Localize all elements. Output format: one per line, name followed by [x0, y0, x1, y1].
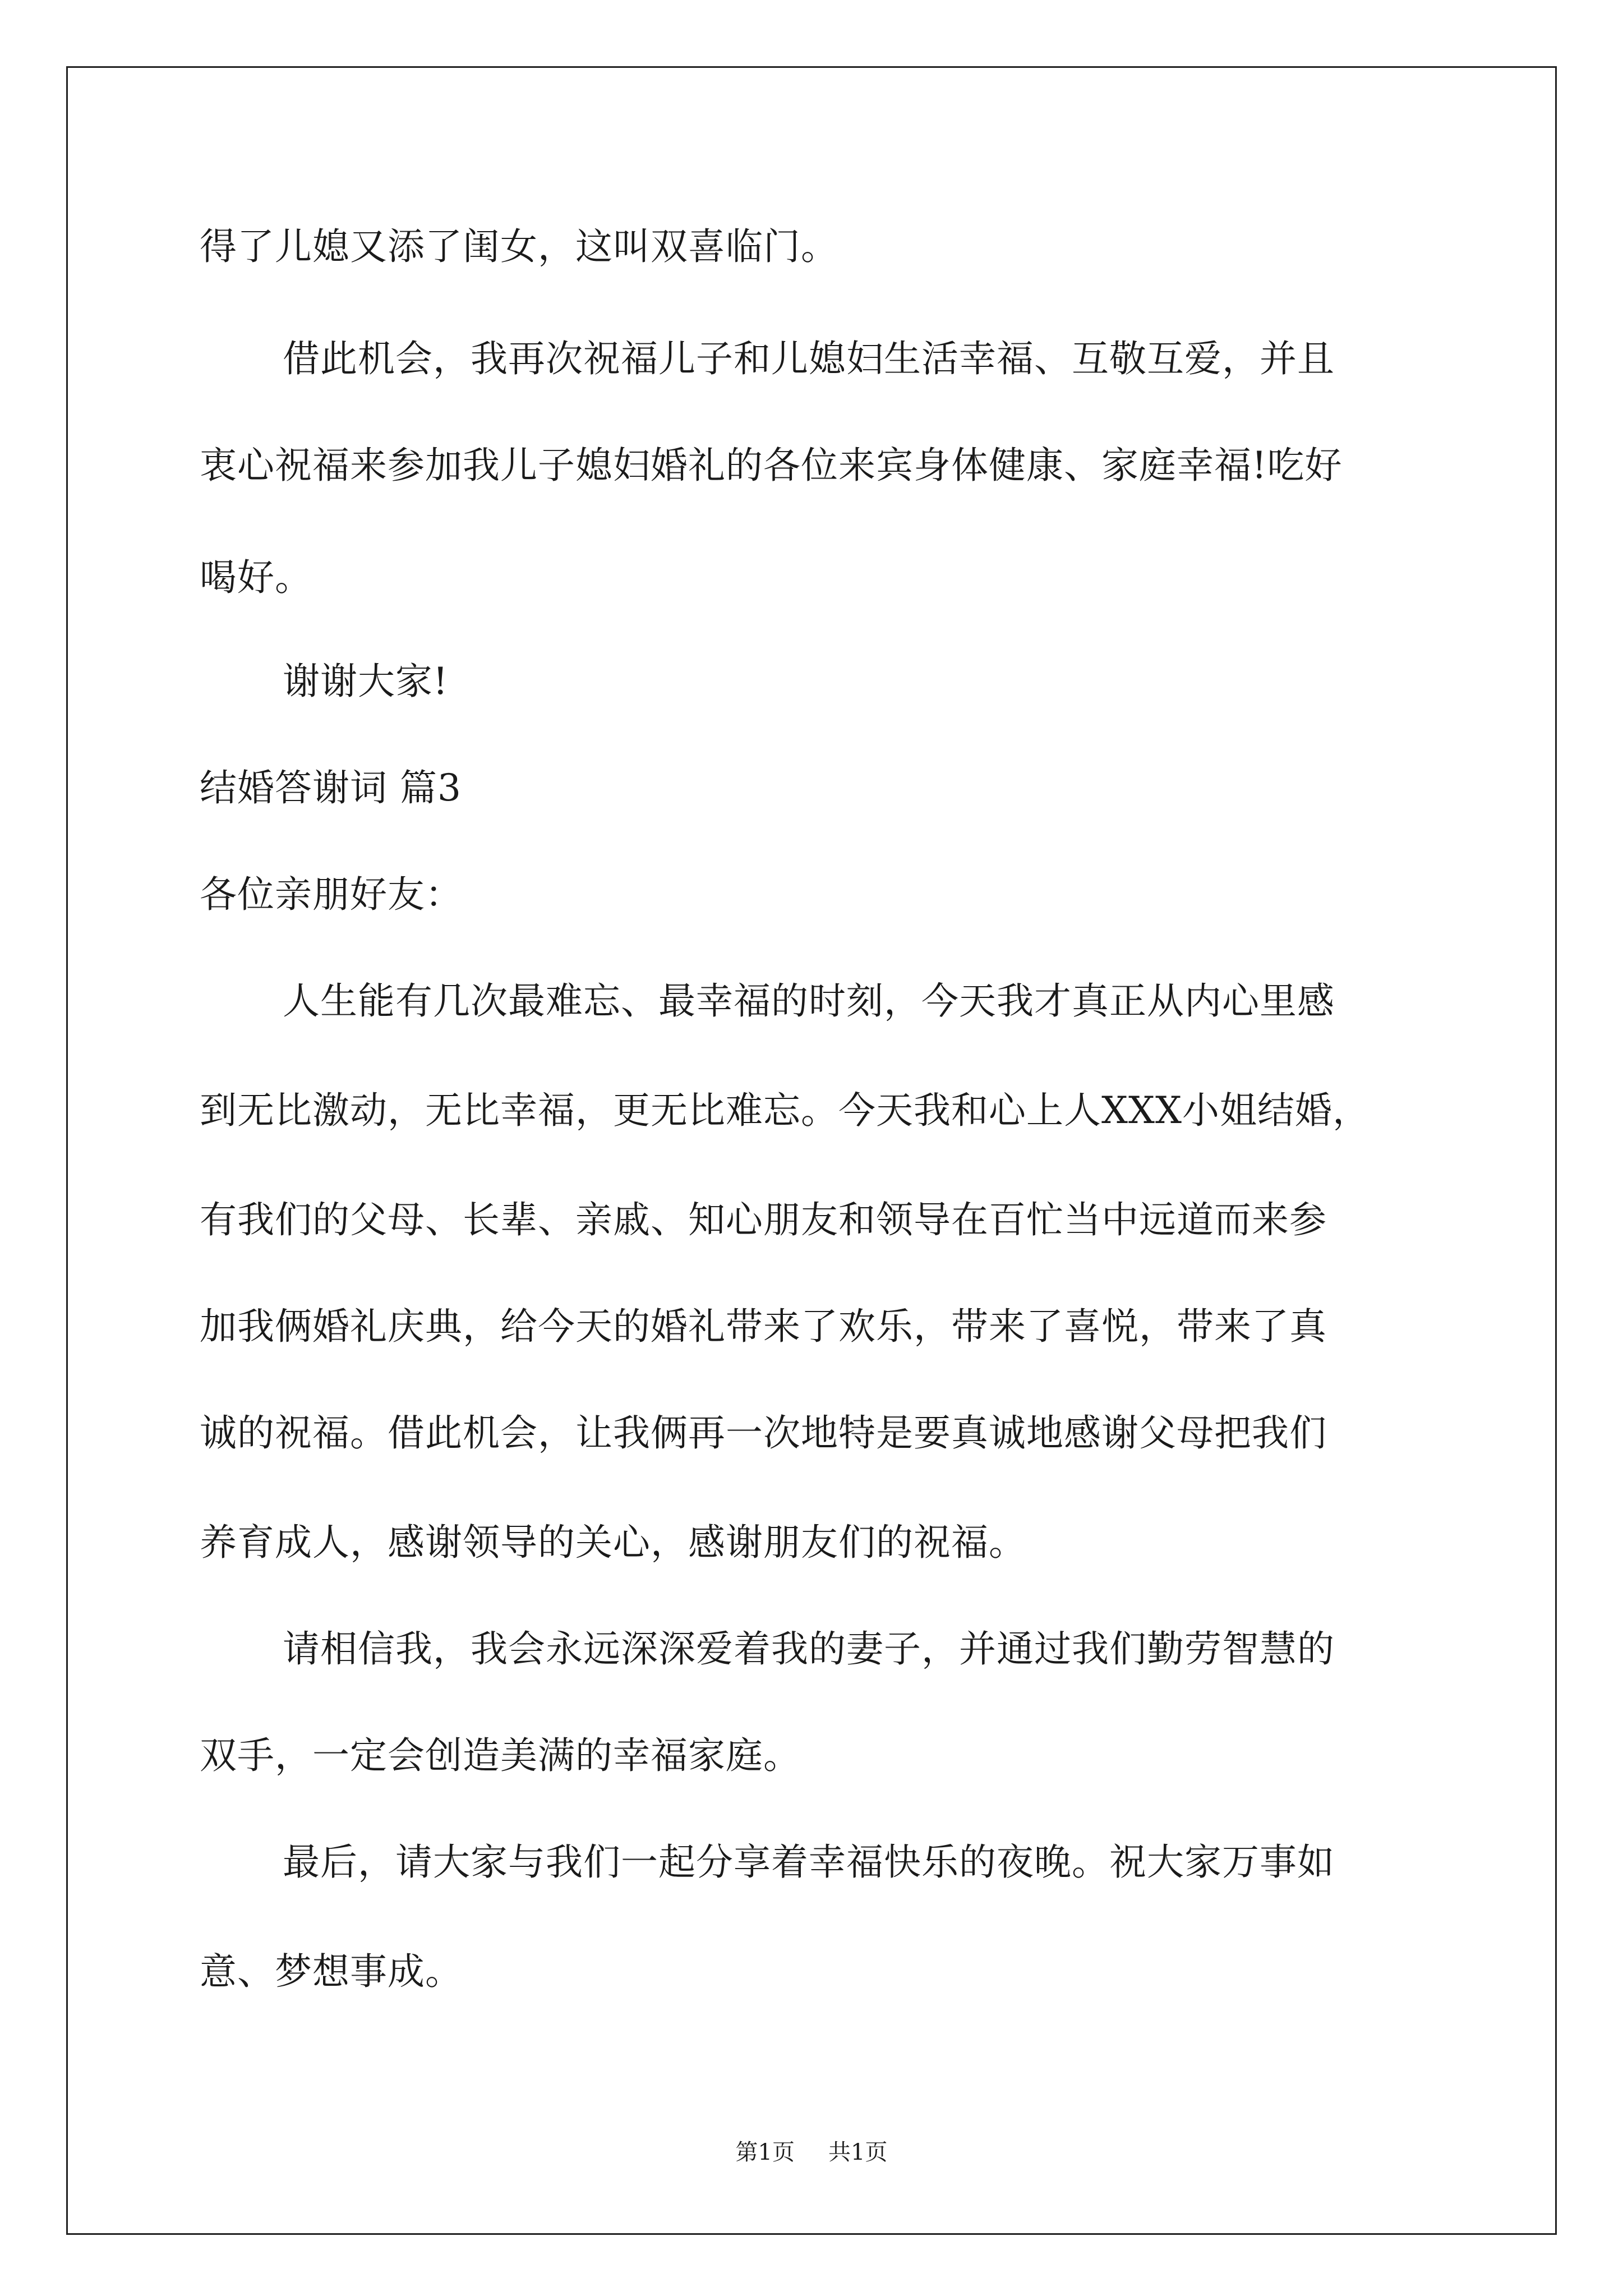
text-line: 意、梦想事成。 — [200, 1950, 463, 1993]
text-line: 养育成人，感谢领导的关心，感谢朋友们的祝福。 — [200, 1521, 1026, 1564]
page-footer — [0, 2138, 1623, 2166]
text-line: 最后，请大家与我们一起分享着幸福快乐的夜晚。祝大家万事如 — [283, 1841, 1335, 1884]
text-line: 得了儿媳又添了闺女，这叫双喜临门。 — [200, 225, 838, 268]
salutation: 各位亲朋好友： — [200, 873, 463, 916]
text-line: 喝好。 — [200, 556, 312, 599]
text-line: 诚的祝福。借此机会，让我俩再一次地特是要真诚地感谢父母把我们 — [200, 1411, 1327, 1455]
text-line: 请相信我，我会永远深深爱着我的妻子，并通过我们勤劳智慧的 — [283, 1627, 1335, 1671]
text-line: 人生能有几次最难忘、最幸福的时刻，今天我才真正从内心里感 — [283, 979, 1335, 1023]
text-line: 谢谢大家! — [283, 660, 449, 703]
text-line: 衷心祝福来参加我儿子媳妇婚礼的各位来宾身体健康、家庭幸福!吃好 — [200, 444, 1343, 487]
text-line: 借此机会，我再次祝福儿子和儿媳妇生活幸福、互敬互爱，并且 — [283, 337, 1335, 380]
page-number: 第1页 — [735, 2139, 795, 2165]
text-line: 到无比激动，无比幸福，更无比难忘。今天我和心上人XXX小姐结婚， — [200, 1089, 1370, 1132]
text-line: 加我俩婚礼庆典，给今天的婚礼带来了欢乐，带来了喜悦，带来了真 — [200, 1305, 1327, 1348]
page-border — [66, 66, 1557, 2235]
text-line: 有我们的父母、长辈、亲戚、知心朋友和领导在百忙当中远道而来参 — [200, 1198, 1327, 1241]
section-heading: 结婚答谢词 篇3 — [200, 766, 462, 809]
page-total: 共1页 — [828, 2139, 888, 2165]
text-line: 双手，一定会创造美满的幸福家庭。 — [200, 1734, 801, 1777]
